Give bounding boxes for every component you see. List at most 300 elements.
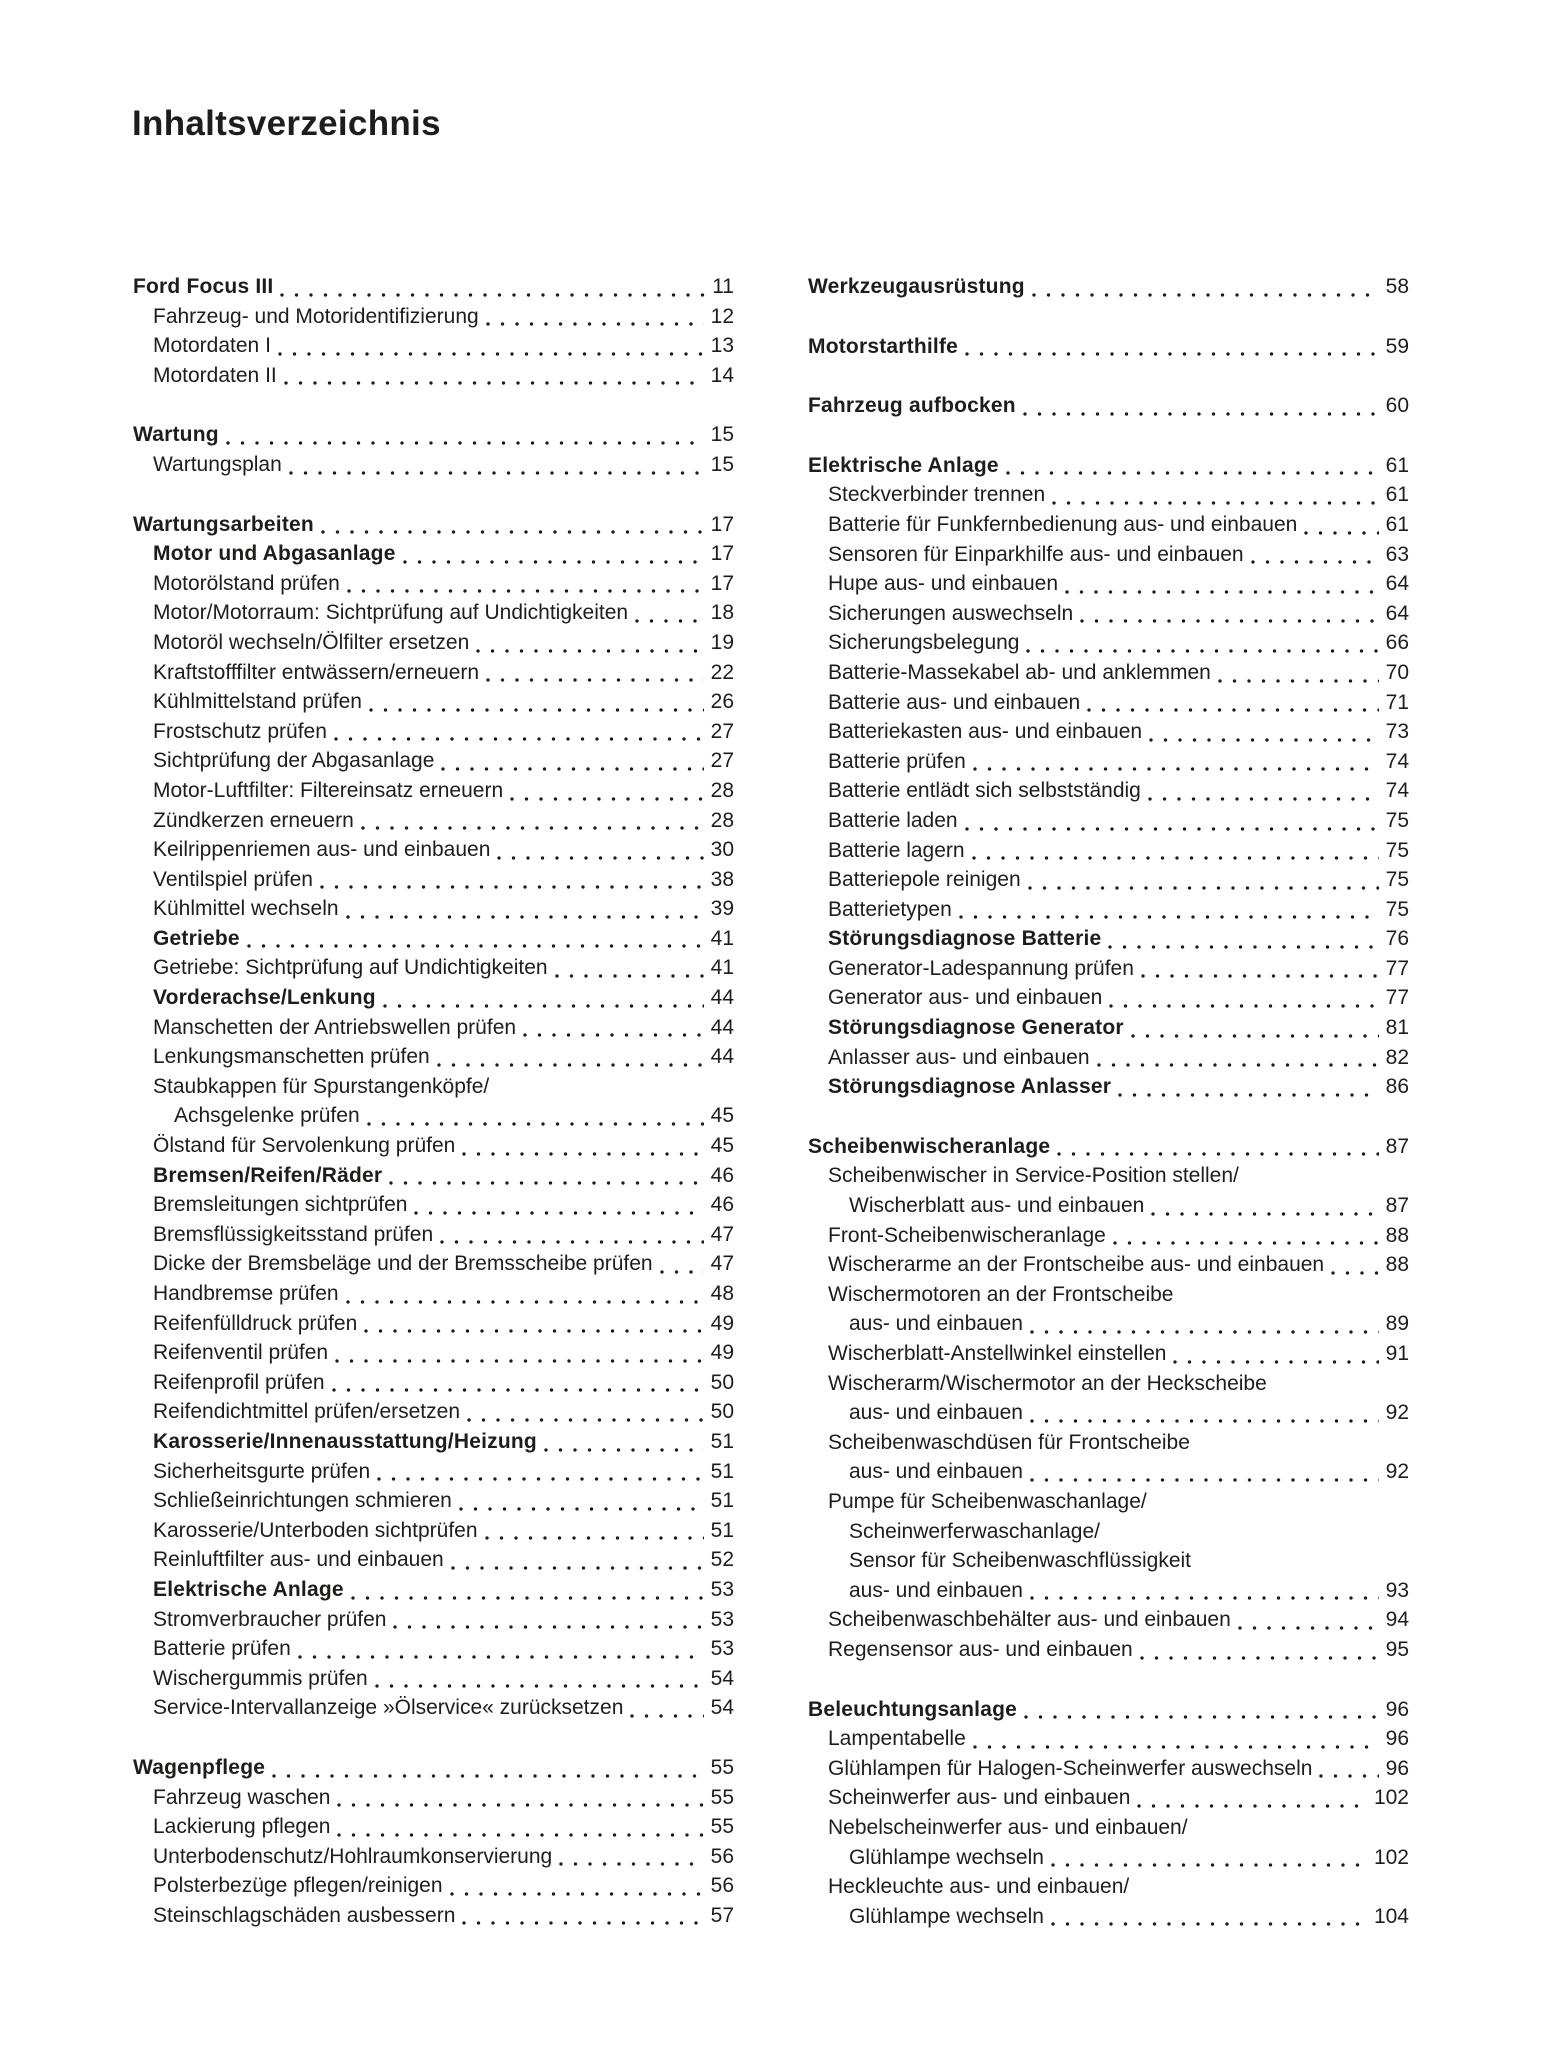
toc-entry-page: 61 [1385, 512, 1409, 536]
toc-entry-page: 94 [1385, 1608, 1409, 1632]
dot-leader [660, 1249, 704, 1279]
dot-leader [1109, 983, 1378, 1013]
toc-entry [133, 1427, 734, 1457]
toc-entry [808, 569, 1409, 599]
toc-entry-label: Batterie für Funkfernbedienung aus- und einbauen [828, 512, 1298, 536]
toc-entry-label: Service-Intervallanzeige »Ölservice« zurücksetzen [153, 1696, 624, 1720]
toc-entry-page: 11 [712, 275, 734, 298]
dot-leader [973, 747, 1379, 777]
toc-entry-label: Glühlampe wechseln [849, 1845, 1044, 1869]
toc-group [808, 1695, 1409, 1932]
toc-entry-label: Werkzeugausrüstung [808, 275, 1025, 298]
toc-entry-page: 77 [1385, 986, 1409, 1010]
toc-entry [808, 836, 1409, 866]
toc-entry [808, 510, 1409, 540]
dot-leader [965, 806, 1379, 836]
toc-entry-label: Batteriepole reinigen [828, 868, 1021, 892]
toc-entry-page: 46 [710, 1163, 734, 1187]
toc-entry-page: 28 [710, 808, 734, 832]
toc-group [133, 420, 734, 479]
toc-entry-page: 96 [1385, 1756, 1409, 1780]
dot-leader [332, 1368, 704, 1398]
toc-entry [808, 1902, 1409, 1932]
toc-entry [133, 658, 734, 688]
toc-entry-label: Batterie prüfen [153, 1637, 291, 1661]
toc-entry-label: Reifenventil prüfen [153, 1341, 329, 1365]
toc-entry [808, 954, 1409, 984]
toc-entry [133, 1279, 734, 1309]
toc-entry-label: Reifendichtmittel prüfen/ersetzen [153, 1400, 460, 1424]
toc-entry-label: Anlasser aus- und einbauen [828, 1045, 1090, 1069]
toc-entry-label: Wischerarme an der Frontscheibe aus- und einbauen [828, 1253, 1325, 1277]
toc-entry-page: 56 [710, 1844, 734, 1868]
toc-entry-label: Getriebe: Sichtprüfung auf Undichtigkeiten [153, 956, 548, 980]
dot-leader [559, 1842, 703, 1872]
toc-entry-label: Heckleuchte aus- und einbauen/ [828, 1875, 1130, 1899]
toc-entry [808, 895, 1409, 925]
toc-entry [133, 1516, 734, 1546]
toc-entry-label: Hupe aus- und einbauen [828, 572, 1059, 596]
dot-leader [973, 1724, 1379, 1754]
toc-entry [133, 331, 734, 361]
toc-entry-label: Scheibenwaschbehälter aus- und einbauen [828, 1608, 1231, 1632]
toc-entry-label: Kraftstofffilter entwässern/erneuern [153, 660, 480, 684]
toc-entry [133, 1634, 734, 1664]
toc-entry-page: 53 [710, 1577, 734, 1601]
toc-entry [133, 835, 734, 865]
dot-leader [635, 598, 704, 628]
toc-entry-page: 92 [1385, 1401, 1409, 1425]
dot-leader [367, 1101, 704, 1131]
toc-entry-label: Bremsleitungen sichtprüfen [153, 1193, 408, 1217]
toc-entry-label: Fahrzeug aufbocken [808, 394, 1016, 418]
toc-entry-label: Steckverbinder trennen [828, 483, 1046, 507]
toc-entry-label: Glühlampe wechseln [849, 1904, 1044, 1928]
toc-entry [808, 776, 1409, 806]
toc-entry-label: Batterie prüfen [828, 749, 966, 773]
dot-leader [1080, 599, 1378, 629]
dot-leader [272, 1753, 704, 1783]
dot-leader [1137, 1783, 1367, 1813]
toc-entry-page: 49 [710, 1341, 734, 1365]
toc-entry-label: Nebelscheinwerfer aus- und einbauen/ [828, 1815, 1188, 1839]
toc-entry-page: 58 [1385, 275, 1409, 298]
toc-entry [808, 1487, 1409, 1517]
toc-entry-label: Dicke der Bremsbeläge und der Bremsscheibe prüfen [153, 1252, 653, 1276]
toc-entry-label: Beleuchtungsanlage [808, 1697, 1017, 1721]
dot-leader [414, 1190, 703, 1220]
toc-entry-label: Generator aus- und einbauen [828, 986, 1103, 1010]
toc-entry-label: Scheibenwaschdüsen für Frontscheibe [828, 1430, 1190, 1454]
toc-entry [808, 1783, 1409, 1813]
dot-leader [1052, 480, 1379, 510]
toc-entry [808, 391, 1409, 421]
toc-entry [808, 1754, 1409, 1784]
toc-entry-label: aus- und einbauen [849, 1312, 1023, 1336]
dot-leader [459, 1486, 704, 1516]
toc-entry [133, 1161, 734, 1191]
toc-entry-page: 96 [1385, 1727, 1409, 1751]
toc-entry-page: 51 [710, 1518, 734, 1542]
dot-leader [375, 1664, 704, 1694]
toc-entry-page: 70 [1385, 660, 1409, 684]
toc-entry-page: 60 [1385, 394, 1409, 418]
toc-entry-page: 17 [710, 512, 734, 536]
dot-leader [485, 1516, 704, 1546]
toc-entry [808, 983, 1409, 1013]
dot-leader [1251, 540, 1379, 570]
toc-entry-page: 88 [1385, 1223, 1409, 1247]
toc-group [133, 1753, 734, 1931]
toc-entry-label: Wischerblatt-Anstellwinkel einstellen [828, 1342, 1167, 1365]
dot-leader [959, 895, 1379, 925]
toc-entry [808, 1428, 1409, 1458]
toc-entry-page: 47 [710, 1252, 734, 1276]
toc-entry-label: Manschetten der Antriebswellen prüfen [153, 1015, 517, 1039]
dot-leader [337, 1812, 703, 1842]
toc-entry-label: Scheinwerferwaschanlage/ [849, 1519, 1100, 1543]
dot-leader [1030, 1457, 1379, 1487]
toc-entry-label: Batterie-Massekabel ab- und anklemmen [828, 660, 1211, 684]
toc-entry-label: Batterie entlädt sich selbstständig [828, 779, 1141, 803]
toc-entry-label: Motor und Abgasanlage [153, 542, 396, 566]
dot-leader [335, 1338, 704, 1368]
toc-entry [808, 272, 1409, 302]
toc-entry-label: Generator-Ladespannung prüfen [828, 956, 1134, 980]
dot-leader [347, 569, 704, 599]
dot-leader [1032, 272, 1379, 302]
dot-leader [389, 1161, 703, 1191]
dot-leader [364, 1309, 703, 1339]
dot-leader [1304, 510, 1378, 540]
dot-leader [486, 302, 704, 332]
toc-entry-label: Wischermotoren an der Frontscheibe [828, 1282, 1174, 1306]
toc-entry-label: Fahrzeug waschen [153, 1785, 331, 1809]
dot-leader [1118, 1072, 1379, 1102]
dot-leader [278, 331, 704, 361]
toc-entry-label: Störungsdiagnose Batterie [828, 927, 1102, 951]
toc-entry-page: 14 [710, 363, 734, 387]
dot-leader [1030, 1398, 1379, 1428]
toc-entry-label: Ford Focus III [133, 275, 274, 298]
toc-entry [808, 1635, 1409, 1665]
toc-entry-page: 13 [710, 334, 734, 358]
toc-entry-page: 102 [1373, 1786, 1409, 1810]
toc-entry-page: 44 [710, 1045, 734, 1069]
dot-leader [1173, 1339, 1378, 1369]
toc-entry-page: 19 [710, 630, 734, 654]
toc-entry [133, 865, 734, 895]
toc-entry-label: Fahrzeug- und Motoridentifizierung [153, 304, 479, 328]
toc-entry [133, 1575, 734, 1605]
dot-leader [369, 687, 704, 717]
toc-entry-page: 87 [1385, 1194, 1409, 1218]
toc-entry [808, 1072, 1409, 1102]
toc-entry [133, 361, 734, 391]
toc-entry [808, 332, 1409, 362]
dot-leader [337, 1783, 703, 1813]
toc-entry [133, 1812, 734, 1842]
toc-entry [133, 1131, 734, 1161]
toc-entry [808, 599, 1409, 629]
toc-entry [808, 1250, 1409, 1280]
dot-leader [280, 272, 705, 302]
toc-entry-page: 88 [1385, 1253, 1409, 1277]
toc-entry-page: 12 [710, 304, 734, 328]
toc-entry-label: Polsterbezüge pflegen/reinigen [153, 1874, 443, 1898]
toc-entry-label: Reifenprofil prüfen [153, 1370, 325, 1394]
toc-entry-label: Elektrische Anlage [808, 453, 999, 477]
toc-entry-label: Batterietypen [828, 897, 952, 921]
dot-leader [346, 894, 704, 924]
toc-entry-page: 102 [1373, 1845, 1409, 1869]
toc-entry-page: 64 [1385, 572, 1409, 596]
dot-leader [630, 1693, 703, 1723]
toc-entry-page: 50 [710, 1370, 734, 1394]
toc-entry-page: 15 [710, 452, 734, 476]
toc-entry [808, 1280, 1409, 1310]
toc-entry [808, 1724, 1409, 1754]
toc-entry [133, 510, 734, 540]
toc-entry-page: 82 [1385, 1045, 1409, 1069]
toc-entry-label: Ölstand für Servolenkung prüfen [153, 1134, 456, 1158]
toc-entry-page: 63 [1385, 542, 1409, 566]
toc-entry-page: 59 [1385, 334, 1409, 358]
dot-leader [298, 1634, 704, 1664]
toc-entry-page: 71 [1385, 690, 1409, 714]
toc-entry-label: Pumpe für Scheibenwaschanlage/ [828, 1489, 1147, 1513]
toc-entry [133, 1220, 734, 1250]
toc-entry-page: 104 [1373, 1904, 1409, 1928]
toc-entry-label: Motor-Luftfilter: Filtereinsatz erneuern [153, 778, 504, 802]
toc-entry [808, 717, 1409, 747]
dot-leader [1331, 1250, 1379, 1280]
toc-entry-page: 74 [1385, 749, 1409, 773]
toc-entry [133, 776, 734, 806]
dot-leader [361, 806, 704, 836]
toc-entry-label: Motoröl wechseln/Ölfilter ersetzen [153, 630, 470, 654]
toc-entry-label: Motorölstand prüfen [153, 571, 340, 595]
toc-entry [133, 1309, 734, 1339]
dot-leader [1030, 1576, 1379, 1606]
toc-entry [133, 746, 734, 776]
toc-entry-page: 26 [710, 690, 734, 714]
toc-entry-label: Bremsflüssigkeitsstand prüfen [153, 1222, 434, 1246]
dot-leader [284, 361, 704, 391]
toc-entry-label: Zündkerzen erneuern [153, 808, 354, 832]
dot-leader [1024, 1695, 1379, 1725]
toc-entry-page: 77 [1385, 956, 1409, 980]
dot-leader [247, 924, 704, 954]
toc-entry-label: Wischerarm/Wischermotor an der Heckscheibe [828, 1371, 1267, 1395]
toc-entry [133, 1783, 734, 1813]
toc-entry-label: Störungsdiagnose Anlasser [828, 1075, 1112, 1099]
toc-entry-label: Sichtprüfung der Abgasanlage [153, 749, 435, 773]
toc-entry [808, 1191, 1409, 1221]
toc-entry-label: Regensensor aus- und einbauen [828, 1637, 1133, 1661]
toc-group [808, 272, 1409, 302]
toc-entry [808, 1398, 1409, 1428]
dot-leader [1113, 1221, 1379, 1251]
toc-entry-label: Scheibenwischeranlage [808, 1134, 1051, 1158]
dot-leader [1319, 1754, 1378, 1784]
toc-entry [808, 924, 1409, 954]
dot-leader [1141, 954, 1379, 984]
toc-entry-label: Steinschlagschäden ausbessern [153, 1903, 456, 1927]
toc-entry [808, 1043, 1409, 1073]
toc-entry-page: 22 [710, 660, 734, 684]
dot-leader [1023, 391, 1379, 421]
toc-entry-page: 27 [710, 719, 734, 743]
dot-leader [440, 1220, 704, 1250]
toc-entry-page: 53 [710, 1637, 734, 1661]
toc-entry-label: Motor/Motorraum: Sichtprüfung auf Undichtigkeiten [153, 601, 629, 625]
toc-entry-label: Front-Scheibenwischeranlage [828, 1223, 1106, 1247]
toc-entry-label: Staubkappen für Spurstangenköpfe/ [153, 1074, 490, 1098]
toc-entry-page: 45 [710, 1104, 734, 1128]
toc-entry [133, 1249, 734, 1279]
toc-entry [808, 688, 1409, 718]
toc-column-right [808, 272, 1409, 1931]
dot-leader [1097, 1043, 1379, 1073]
toc-entry-label: Motordaten II [153, 363, 277, 387]
toc-entry-label: Batterie aus- und einbauen [828, 690, 1081, 714]
toc-entry-label: Reinluftfilter aus- und einbauen [153, 1548, 444, 1572]
toc-entry-page: 57 [710, 1903, 734, 1927]
dot-leader [523, 1013, 704, 1043]
toc-entry-label: Kühlmittelstand prüfen [153, 690, 362, 714]
toc-entry-label: Schließeinrichtungen schmieren [153, 1489, 452, 1513]
dot-leader [1087, 688, 1378, 718]
dot-leader [351, 1575, 704, 1605]
toc-entry-label: Batteriekasten aus- und einbauen [828, 720, 1143, 744]
toc-entry-label: Karosserie/Unterboden sichtprüfen [153, 1518, 478, 1542]
dot-leader [403, 539, 704, 569]
toc-entry-page: 95 [1385, 1637, 1409, 1661]
toc-entry-page: 76 [1385, 927, 1409, 951]
toc-entry [808, 1843, 1409, 1873]
toc-entry-label: Frostschutz prüfen [153, 719, 327, 743]
page-title: Inhaltsverzeichnis [132, 104, 441, 143]
dot-leader [1065, 569, 1379, 599]
toc-entry-label: Scheinwerfer aus- und einbauen [828, 1786, 1131, 1810]
toc-entry [133, 539, 734, 569]
toc-entry-label: Sicherheitsgurte prüfen [153, 1459, 371, 1483]
toc-entry-page: 64 [1385, 601, 1409, 625]
dot-leader [1151, 1191, 1378, 1221]
toc-entry [808, 1546, 1409, 1576]
toc-entry-label: Getriebe [153, 926, 240, 950]
toc-entry-label: Wischergummis prüfen [153, 1666, 368, 1690]
dot-leader [450, 1871, 704, 1901]
toc-entry-label: Batterie laden [828, 808, 958, 832]
toc-entry-page: 51 [710, 1429, 734, 1453]
toc-entry-page: 55 [710, 1785, 734, 1809]
toc-entry [133, 1072, 734, 1102]
toc-group [808, 332, 1409, 362]
toc-entry [133, 1871, 734, 1901]
dot-leader [289, 450, 704, 480]
toc-entry-label: Wartungsarbeiten [133, 512, 314, 536]
toc-entry-page: 17 [710, 542, 734, 566]
dot-leader [462, 1131, 703, 1161]
toc-entry-label: Sicherungen auswechseln [828, 601, 1074, 625]
dot-leader [1148, 776, 1379, 806]
toc-entry-page: 39 [710, 897, 734, 921]
toc-entry-label: Wagenpflege [133, 1755, 266, 1779]
toc-entry-label: aus- und einbauen [849, 1460, 1023, 1484]
toc-entry-page: 46 [710, 1193, 734, 1217]
toc-entry [133, 1545, 734, 1575]
toc-entry [808, 1695, 1409, 1725]
toc-entry [808, 1605, 1409, 1635]
toc-entry-page: 51 [710, 1489, 734, 1513]
dot-leader [1057, 1132, 1378, 1162]
toc-entry [133, 598, 734, 628]
toc-entry-label: Lenkungsmanschetten prüfen [153, 1045, 430, 1069]
toc-entry-page: 93 [1385, 1578, 1409, 1602]
toc-entry-label: Lampentabelle [828, 1727, 966, 1751]
toc-entry-page: 17 [710, 571, 734, 595]
dot-leader [451, 1545, 704, 1575]
dot-leader [462, 1901, 703, 1931]
toc-entry [133, 894, 734, 924]
toc-entry [133, 1042, 734, 1072]
toc-entry-page: 75 [1385, 897, 1409, 921]
toc-entry-page: 61 [1385, 483, 1409, 507]
dot-leader [334, 717, 704, 747]
toc-entry-page: 18 [710, 601, 734, 625]
toc-entry-label: Batterie lagern [828, 838, 965, 862]
toc-entry-page: 87 [1385, 1134, 1409, 1158]
toc-entry-page: 75 [1385, 838, 1409, 862]
toc-entry-label: aus- und einbauen [849, 1401, 1023, 1425]
toc-entry [133, 420, 734, 450]
toc-entry [808, 1872, 1409, 1902]
toc-entry-label: Kühlmittel wechseln [153, 897, 339, 921]
toc-entry [133, 1013, 734, 1043]
toc-entry [133, 1397, 734, 1427]
toc-entry-label: Motorstarthilfe [808, 334, 958, 358]
toc-entry [808, 1339, 1409, 1369]
dot-leader [1131, 1013, 1379, 1043]
toc-entry [808, 540, 1409, 570]
toc-entry-page: 27 [710, 749, 734, 773]
dot-leader [497, 835, 703, 865]
toc-group [133, 272, 734, 390]
toc-entry-page: 38 [710, 867, 734, 891]
toc-entry-label: Karosserie/Innenausstattung/Heizung [153, 1429, 537, 1453]
toc-entry [808, 1517, 1409, 1547]
toc-entry [133, 687, 734, 717]
toc-entry-page: 66 [1385, 631, 1409, 655]
toc-entry [808, 865, 1409, 895]
dot-leader [321, 510, 704, 540]
toc-entry [133, 806, 734, 836]
toc-entry [808, 480, 1409, 510]
toc-entry [133, 1842, 734, 1872]
dot-leader [555, 953, 704, 983]
toc-entry-label: Lackierung pflegen [153, 1815, 331, 1839]
toc-group [808, 1132, 1409, 1665]
toc-entry-label: Glühlampen für Halogen-Scheinwerfer auswechseln [828, 1756, 1313, 1780]
toc-entry-page: 51 [710, 1459, 734, 1483]
dot-leader [346, 1279, 704, 1309]
toc-entry-page: 41 [710, 956, 734, 980]
toc-entry-page: 75 [1385, 808, 1409, 832]
toc-entry-page: 74 [1385, 779, 1409, 803]
toc-entry-page: 49 [710, 1311, 734, 1335]
